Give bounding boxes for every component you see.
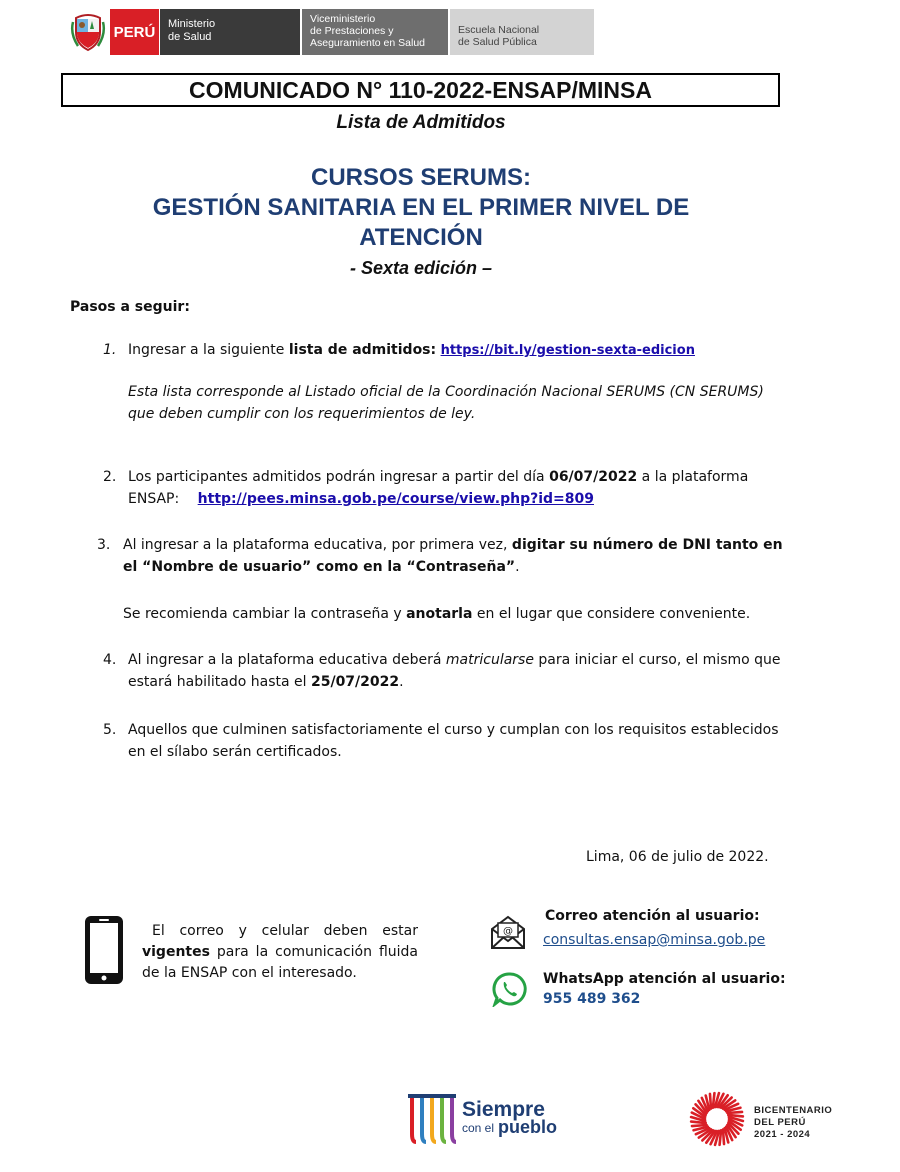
step1-lead: Ingresar a la siguiente [128, 342, 289, 358]
communique-title: COMUNICADO N° 110-2022-ENSAP/MINSA [61, 73, 780, 107]
step1-text [128, 340, 695, 361]
bicentenario-line2: DEL PERÚ [754, 1117, 806, 1128]
step2-text1: Los participantes admitidos podrán ingresar a partir del día [128, 469, 550, 485]
step2-line2 [128, 489, 594, 510]
whatsapp-label: WhatsApp atención al usuario: [543, 971, 786, 987]
con-el-text: con el [462, 1121, 495, 1135]
whatsapp-number: 955 489 362 [543, 991, 641, 1007]
step4-text2: para iniciar el curso, el mismo que [533, 652, 781, 668]
pueblo-text: pueblo [498, 1117, 557, 1137]
coat-of-arms-icon [66, 9, 110, 55]
steps-heading: Pasos a seguir: [70, 299, 190, 315]
email-label: Correo atención al usuario: [545, 908, 760, 924]
bicentenario-line1: BICENTENARIO [754, 1105, 833, 1116]
edition-label: - Sexta edición – [349, 258, 493, 278]
siempre-con-el-pueblo-logo [402, 1088, 557, 1148]
whatsapp-icon [492, 971, 528, 1012]
step3-text1: Al ingresar a la plataforma educativa, por primera vez, [123, 537, 512, 553]
course-title-line2: GESTIÓN SANITARIA EN EL PRIMER NIVEL DE [152, 194, 690, 221]
step3-recommendation [123, 604, 750, 625]
step4-number: 4. [103, 652, 117, 668]
bicentenario-line3: 2021 - 2024 [754, 1129, 811, 1140]
step3-bold1: digitar su número de DNI tanto en [511, 537, 783, 553]
step3-number: 3. [97, 537, 111, 553]
step1-note-line2: que deben cumplir con los requerimientos de ley. [128, 406, 476, 422]
vice-line1: Viceministerio [310, 13, 376, 25]
vice-line2: de Prestaciones y [310, 25, 394, 37]
support-email-link[interactable]: consultas.ensap@minsa.gob.pe [543, 932, 766, 948]
step2-ensap: ENSAP: [128, 491, 180, 507]
place-date: Lima, 06 de julio de 2022. [586, 849, 769, 865]
ministerio-logo [160, 9, 300, 55]
mobile-phone-icon [83, 914, 125, 991]
svg-text:@: @ [503, 926, 513, 937]
bicentenario-emblem-icon [688, 1090, 746, 1148]
page-subtitle: Lista de Admitidos [336, 112, 506, 133]
bicentenario-logo [688, 1090, 848, 1150]
step2-date: 06/07/2022 [549, 469, 638, 485]
step2-number: 2. [103, 469, 117, 485]
step3-rec1: Se recomienda cambiar la contraseña y [123, 606, 407, 622]
escuela-line1: Escuela Nacional [458, 24, 540, 36]
step3-rec2: en el lugar que considere conveniente. [472, 606, 751, 622]
step3-line2 [123, 557, 520, 578]
ministerio-line2: de Salud [168, 31, 212, 43]
step1-number: 1. [103, 342, 117, 358]
step3-line1 [123, 535, 783, 556]
escuela-logo [450, 9, 594, 55]
step4-line2 [128, 672, 404, 693]
step3-end: . [515, 559, 520, 575]
step1-note-line1: Esta lista corresponde al Listado oficial de la Coordinación Nacional SERUMS (CN SERUMS) [128, 384, 764, 400]
contact-note [142, 921, 418, 984]
step4-date: 25/07/2022 [310, 674, 400, 690]
header-logos [66, 9, 594, 55]
step3-rec-bold: anotarla [406, 606, 473, 622]
contact-note-line2-text: para la comunicación fluida [209, 944, 418, 960]
step2-line1 [128, 467, 748, 488]
ensap-platform-link[interactable]: http://pees.minsa.gob.pe/course/view.php?id=809 [197, 491, 594, 507]
contact-note-line3: de la ENSAP con el interesado. [142, 965, 357, 981]
course-title-line3: ATENCIÓN [359, 224, 483, 251]
step3-bold2: el “Nombre de usuario” como en la “Contraseña” [123, 559, 516, 575]
contact-note-line2 [142, 942, 418, 963]
step5-line2: en el sílabo serán certificados. [128, 744, 342, 760]
bicentenario-text [754, 1105, 832, 1141]
peru-logo: PERÚ [110, 9, 160, 55]
step5-line1: Aquellos que culminen satisfactoriamente el curso y cumplan con los requisitos establecidos [128, 722, 779, 738]
step4-text3: estará habilitado hasta el [128, 674, 311, 690]
siempre-text: Siempre [462, 1098, 545, 1121]
ministerio-line1: Ministerio [168, 18, 216, 30]
step4-line1 [128, 650, 781, 671]
course-title-line1: CURSOS SERUMS: [310, 164, 532, 191]
contact-note-bold: vigentes [142, 944, 210, 960]
step2-text2: a la plataforma [637, 469, 749, 485]
step4-italic: matricularse [445, 652, 534, 668]
email-envelope-icon [489, 913, 527, 956]
vice-line3: Aseguramiento en Salud [310, 37, 425, 49]
contact-note-line1: El correo y celular deben estar [152, 923, 418, 939]
escuela-line2: de Salud Pública [458, 36, 537, 48]
step4-end: . [399, 674, 404, 690]
step4-text1: Al ingresar a la plataforma educativa deberá [128, 652, 446, 668]
viceministerio-logo [302, 9, 448, 55]
step5-number: 5. [103, 722, 117, 738]
step1-bold: lista de admitidos: [288, 342, 437, 358]
admitted-list-link[interactable]: https://bit.ly/gestion-sexta-edicion [440, 343, 695, 358]
